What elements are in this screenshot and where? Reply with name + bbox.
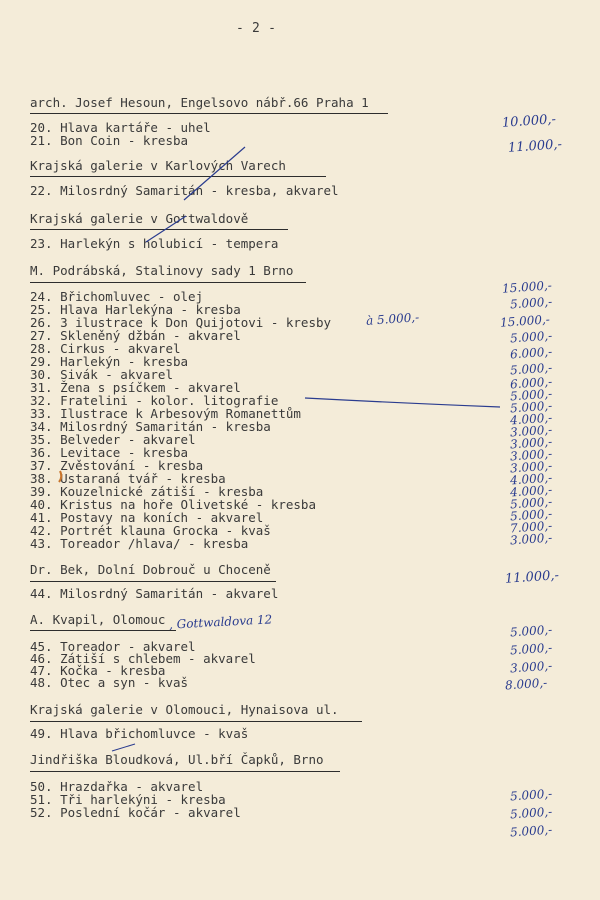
- section-heading: Jindřiška Bloudková, Ul.bří Čapků, Brno: [30, 752, 324, 767]
- list-item: 46. Zátiší s chlebem - akvarel: [30, 651, 256, 666]
- list-item: 25. Hlava Harlekýna - kresba: [30, 302, 241, 317]
- list-item: 26. 3 ilustrace k Don Quijotovi - kresby: [30, 315, 332, 330]
- list-item: 34. Milosrdný Samaritán - kresba: [30, 419, 271, 434]
- list-item: 32. Fratelini - kolor. litografie: [30, 393, 279, 408]
- section-heading: Krajská galerie v Olomouci, Hynaisova ul.: [30, 702, 339, 717]
- list-item: 49. Hlava břichomluvce - kvaš: [30, 726, 249, 741]
- list-item: 39. Kouzelnické zátiší - kresba: [30, 484, 264, 499]
- list-item: 42. Portrét klauna Grocka - kvaš: [30, 523, 271, 538]
- section-heading: Dr. Bek, Dolní Dobrouč u Choceně: [30, 562, 271, 577]
- handwritten-price: 8.000,-: [504, 675, 548, 693]
- list-item: 31. Žena s psíčkem - akvarel: [30, 380, 241, 395]
- handwritten-note: à 5.000,-: [365, 310, 420, 328]
- list-item: 51. Tři harlekýni - kresba: [30, 792, 226, 807]
- section-heading: Krajská galerie v Gottwaldově: [30, 211, 249, 226]
- handwritten-price: 10.000,-: [501, 112, 557, 131]
- list-item: 23. Harlekýn s holubicí - tempera: [30, 236, 279, 251]
- handwritten-price: 5.000,-: [509, 804, 553, 822]
- pen-bracket-line: [305, 398, 500, 407]
- handwritten-price: 5.000,-: [509, 822, 553, 840]
- list-item: 33. Ilustrace k Arbesovým Romanettům: [30, 406, 301, 421]
- list-item: 36. Levitace - kresba: [30, 445, 189, 460]
- handwritten-price: 6.000,-: [509, 374, 553, 392]
- section-heading: arch. Josef Hesoun, Engelsovo nábř.66 Praha 1: [30, 95, 369, 110]
- handwritten-price: 5.000,-: [509, 294, 553, 312]
- list-item: 48. Otec a syn - kvaš: [30, 675, 189, 690]
- handwritten-price: 5.000,-: [509, 398, 553, 416]
- list-item: 30. Sivák - akvarel: [30, 367, 173, 382]
- list-item: 21. Bon Coin - kresba: [30, 133, 189, 148]
- handwritten-price: 5.000,-: [509, 786, 553, 804]
- list-item: 52. Poslední kočár - akvarel: [30, 805, 241, 820]
- page-number: - 2 -: [236, 21, 277, 36]
- list-item: 29. Harlekýn - kresba: [30, 354, 189, 369]
- handwritten-price: 11.000,-: [504, 568, 560, 587]
- handwritten-price: 5.000,-: [509, 328, 553, 346]
- list-item: 40. Kristus na hoře Olivetské - kresba: [30, 497, 316, 512]
- handwritten-price: 3.000,-: [509, 658, 553, 676]
- list-item: 47. Kočka - kresba: [30, 663, 166, 678]
- handwritten-address: , Gottwaldova 12: [169, 612, 274, 632]
- list-item: 41. Postavy na koních - akvarel: [30, 510, 264, 525]
- list-item: 37. Zvěstování - kresba: [30, 458, 204, 473]
- section-heading: M. Podrábská, Stalinovy sady 1 Brno: [30, 263, 294, 278]
- section-heading-text: A. Kvapil, Olomouc: [30, 612, 166, 627]
- handwritten-price: 5.000,-: [509, 640, 553, 658]
- list-item: 44. Milosrdný Samaritán - akvarel: [30, 586, 279, 601]
- list-item: 38. Ustaraná tvář - kresba: [30, 471, 226, 486]
- handwritten-price: 5.000,-: [509, 494, 553, 512]
- handwritten-price: 5.000,-: [509, 360, 553, 378]
- handwritten-price: 3.000,-: [509, 446, 553, 464]
- pen-tick: [112, 744, 135, 751]
- pen-strike-line: [146, 216, 186, 242]
- handwritten-price: 3.000,-: [509, 434, 553, 452]
- handwritten-price: 3.000,-: [509, 422, 553, 440]
- handwritten-price: 5.000,-: [509, 506, 553, 524]
- list-item: 24. Břichomluvec - olej: [30, 289, 204, 304]
- handwritten-price: 4.000,-: [509, 470, 553, 488]
- section-heading: Krajská galerie v Karlových Varech: [30, 158, 286, 173]
- handwritten-price: 6.000,-: [509, 344, 553, 362]
- handwritten-price: 3.000,-: [509, 458, 553, 476]
- handwritten-price: 7.000,-: [509, 518, 553, 536]
- ink-smudge: [59, 471, 61, 482]
- list-item: 20. Hlava kartáře - uhel: [30, 120, 211, 135]
- handwritten-price: 15.000,-: [499, 312, 551, 330]
- handwritten-price: 5.000,-: [509, 386, 553, 404]
- pen-strike-line: [184, 147, 245, 200]
- list-item: 28. Cirkus - akvarel: [30, 341, 181, 356]
- list-item: 50. Hrazdařka - akvarel: [30, 779, 204, 794]
- list-item: 45. Toreador - akvarel: [30, 639, 196, 654]
- handwritten-price: 4.000,-: [509, 482, 553, 500]
- handwritten-price: 4.000,-: [509, 410, 553, 428]
- list-item: 35. Belveder - akvarel: [30, 432, 196, 447]
- handwritten-price: 15.000,-: [501, 278, 553, 296]
- list-item: 43. Toreador /hlava/ - kresba: [30, 536, 249, 551]
- list-item: 27. Skleněný džbán - akvarel: [30, 328, 241, 343]
- list-item: 22. Milosrdný Samaritán - kresba, akvarel: [30, 183, 339, 198]
- handwritten-price: 3.000,-: [509, 530, 553, 548]
- handwritten-price: 5.000,-: [509, 622, 553, 640]
- handwritten-price: 11.000,-: [507, 137, 563, 156]
